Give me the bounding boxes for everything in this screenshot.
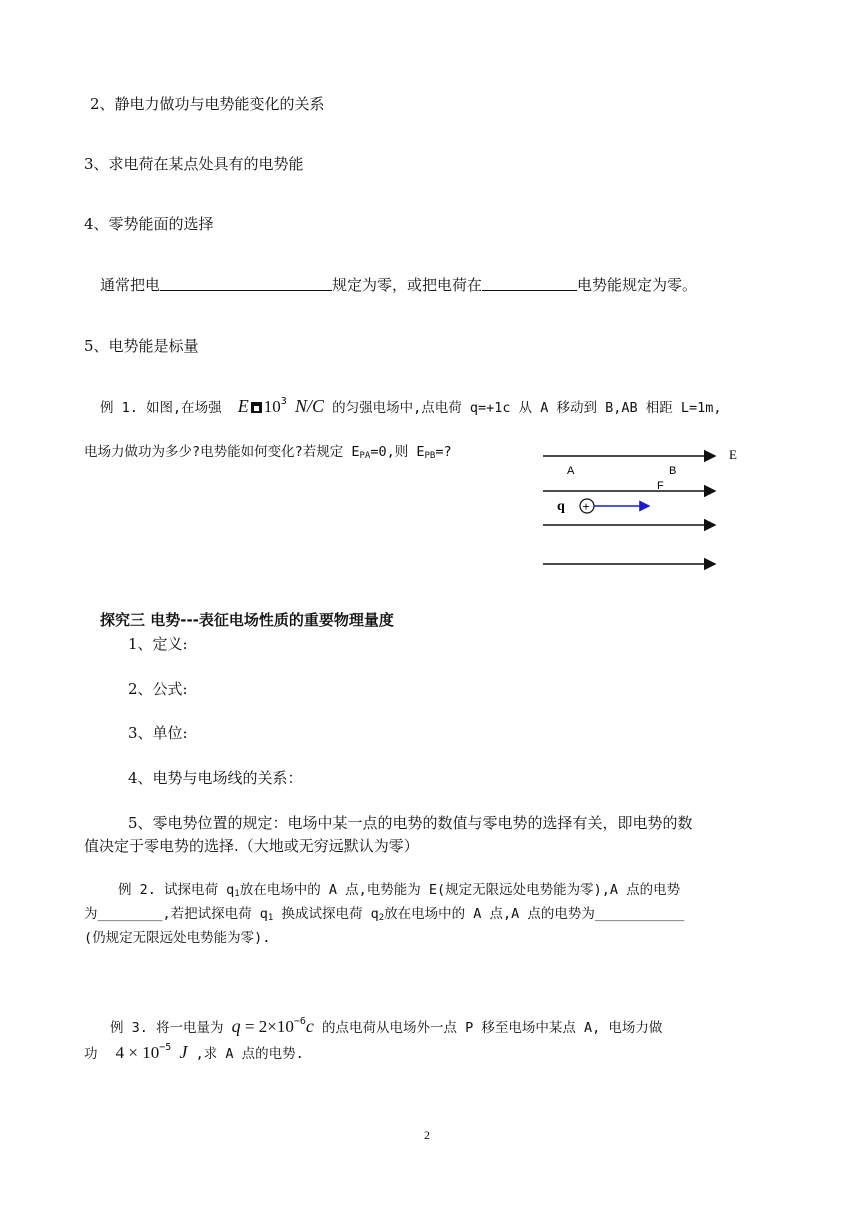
charge-symbol: q xyxy=(231,1016,241,1036)
example-2-text-d: 换成试探电荷 q xyxy=(273,906,379,922)
example-2-text-a: 例 2. 试探电荷 q xyxy=(118,882,235,898)
item-4-fill-sentence xyxy=(100,275,697,295)
example-2-text-b: 放在电场中的 A 点,电势能为 E(规定无限远处电势能为零),A 点的电势 xyxy=(239,882,681,898)
item-4: 4、零势能面的选择 xyxy=(84,215,214,233)
item-2: 2、静电力做功与电势能变化的关系 xyxy=(90,95,325,113)
subscript-pa: PA xyxy=(359,451,371,461)
work-unit: J xyxy=(179,1042,188,1062)
subscript-q2: 2 xyxy=(378,913,385,923)
section-3-item-2: 2、公式: xyxy=(128,680,188,698)
label-q: q xyxy=(557,499,565,514)
work-exponent: −5 xyxy=(159,1042,172,1053)
example-3-line-2 xyxy=(84,1042,304,1064)
label-f: F xyxy=(657,480,664,492)
subscript-pb: PB xyxy=(424,451,436,461)
section-3-item-1: 1、定义: xyxy=(128,635,188,653)
example-2-text-e: 放在电场中的 A 点,A 点的电势为___________ xyxy=(384,906,685,922)
charge-exponent: −6 xyxy=(293,1016,306,1027)
example-3-line-1 xyxy=(110,1016,662,1038)
fill-text-c: 电势能规定为零。 xyxy=(577,276,698,294)
section-3-item-5-line-1: 5、零电势位置的规定：电场中某一点的电势的数值与零电势的选择有关，即电势的数 xyxy=(128,814,693,832)
subscript-q1: 1 xyxy=(234,889,240,899)
example-1-line-2 xyxy=(84,442,452,462)
example-2-line-2 xyxy=(84,904,684,924)
label-b: B xyxy=(669,465,677,477)
field-unit: N/C xyxy=(294,396,324,416)
missing-glyph-icon xyxy=(251,402,262,413)
section-3-title: 探究三 电势---表征电场性质的重要物理量度 xyxy=(100,611,394,629)
charge-sign: + xyxy=(582,499,590,514)
example-2-text-c: 为________,若把试探电荷 q xyxy=(84,906,268,922)
example-1-prefix: 例 1. 如图,在场强 xyxy=(100,400,222,416)
field-value: 10 xyxy=(263,397,281,416)
example-3-text-d: ,求 A 点的电势. xyxy=(195,1046,304,1062)
subscript-q1-second: 1 xyxy=(267,913,274,923)
example-2-line-3: (仍规定无限远处电势能为零). xyxy=(84,930,271,946)
charge-value: = 2×10 xyxy=(240,1017,294,1036)
example-1-suffix: 的匀强电场中,点电荷 q=+1c 从 A 移动到 B,AB 相距 L=1m, xyxy=(332,400,722,416)
field-diagram xyxy=(535,440,765,580)
section-3-item-4: 4、电势与电场线的关系： xyxy=(128,769,303,787)
page-number: 2 xyxy=(424,1128,430,1142)
charge-unit: c xyxy=(305,1016,314,1036)
fill-blank-1 xyxy=(160,275,332,291)
example-3-text-b: 的点电荷从电场外一点 P 移至电场中某点 A, 电场力做 xyxy=(322,1020,663,1036)
example-3-text-a: 例 3. 将一电量为 xyxy=(110,1020,224,1036)
field-exponent: 3 xyxy=(280,396,287,407)
item-5: 5、电势能是标量 xyxy=(84,337,199,355)
field-symbol: E xyxy=(237,396,249,416)
example-1-line-1 xyxy=(100,396,722,418)
example-3-text-c: 功 xyxy=(84,1046,98,1062)
fill-blank-2 xyxy=(482,275,577,291)
example-2-line-1 xyxy=(118,880,680,900)
example-1-question-a: 电场力做功为多少?电势能如何变化?若规定 E xyxy=(84,444,360,460)
item-3: 3、求电荷在某点处具有的电势能 xyxy=(84,155,304,173)
example-1-question-c: =? xyxy=(435,444,452,460)
section-3-item-3: 3、单位: xyxy=(128,724,188,742)
label-a: A xyxy=(567,465,575,477)
fill-text-b: 规定为零，或把电荷在 xyxy=(332,276,483,294)
example-1-question-b: =0,则 E xyxy=(370,444,425,460)
work-value: 4 × 10 xyxy=(115,1043,160,1062)
label-e: E xyxy=(729,447,737,462)
section-3-item-5-line-2: 值决定于零电势的选择.（大地或无穷远默认为零） xyxy=(84,837,419,855)
fill-text-a: 通常把电 xyxy=(100,276,161,294)
